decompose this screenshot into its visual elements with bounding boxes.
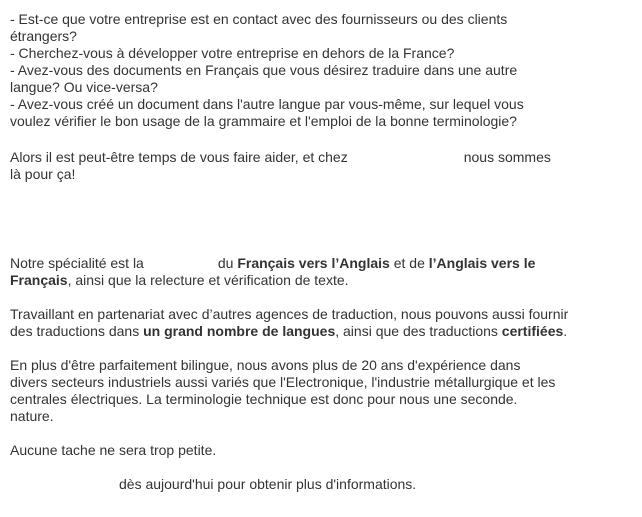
intro-line-2: là pour ça! xyxy=(10,166,76,182)
contact-text: dès aujourd'hui pour obtenir plus d'informations. xyxy=(119,476,417,492)
partnership-text: . xyxy=(563,323,568,339)
question-line: - Avez-vous des documents en Français que vous désirez traduire dans une autre xyxy=(10,62,518,78)
specialty-text: et de xyxy=(393,255,425,271)
small-task-line: Aucune tache ne sera trop petite. xyxy=(10,442,217,458)
specialty-line-2 xyxy=(10,272,625,289)
experience-line: centrales électriques. La terminologie technique est donc pour nous une seconde. xyxy=(10,391,518,407)
intro-text-end: nous sommes xyxy=(463,149,551,165)
specialty-line-1 xyxy=(10,255,625,272)
question-line: - Cherchez-vous à développer votre entreprise en dehors de la France? xyxy=(10,45,455,61)
specialty-text: du xyxy=(217,255,234,271)
partnership-bold: un grand nombre de langues xyxy=(143,323,336,339)
partnership-line-2 xyxy=(10,323,625,340)
questions-list xyxy=(10,11,625,130)
experience-line: En plus d'être parfaitement bilingue, nous avons plus de 20 ans d'expérience dans xyxy=(10,357,521,373)
question-line: langue? Ou vice-versa? xyxy=(10,79,158,95)
intro-paragraph xyxy=(10,149,625,183)
partnership-paragraph xyxy=(10,306,625,340)
question-line: - Avez-vous créé un document dans l'autre langue par vous-même, sur lequel vous xyxy=(10,96,524,112)
specialty-text: , ainsi que la relecture et vérification de texte. xyxy=(67,272,349,288)
specialty-bold: l’Anglais vers le xyxy=(428,255,536,271)
experience-line: nature. xyxy=(10,408,54,424)
experience-line: divers secteurs industriels aussi variés que l'Electronique, l'industrie métallurgique et les xyxy=(10,374,556,390)
specialty-paragraph xyxy=(10,255,625,289)
experience-paragraph xyxy=(10,357,625,425)
small-task-paragraph xyxy=(10,442,625,459)
specialty-bold: Français vers l’Anglais xyxy=(237,255,390,271)
partnership-text: , ainsi que des traductions xyxy=(335,323,498,339)
intro-line-1 xyxy=(10,149,625,166)
intro-text: Alors il est peut-être temps de vous faire aider, et chez xyxy=(10,149,348,165)
question-line: - Est-ce que votre entreprise est en contact avec des fournisseurs ou des clients xyxy=(10,11,508,27)
partnership-text: des traductions dans xyxy=(10,323,140,339)
question-line: étrangers? xyxy=(10,28,77,44)
specialty-text: Notre spécialité est la xyxy=(10,255,144,271)
specialty-bold: Français xyxy=(10,272,68,288)
contact-line xyxy=(10,476,625,493)
contact-paragraph xyxy=(10,476,625,493)
partnership-bold: certifiées xyxy=(501,323,564,339)
question-line: voulez vérifier le bon usage de la grammaire et l'emploi de la bonne terminologie? xyxy=(10,113,517,129)
partnership-line-1: Travaillant en partenariat avec d’autres agences de traduction, nous pouvons aussi fournir xyxy=(10,306,569,322)
